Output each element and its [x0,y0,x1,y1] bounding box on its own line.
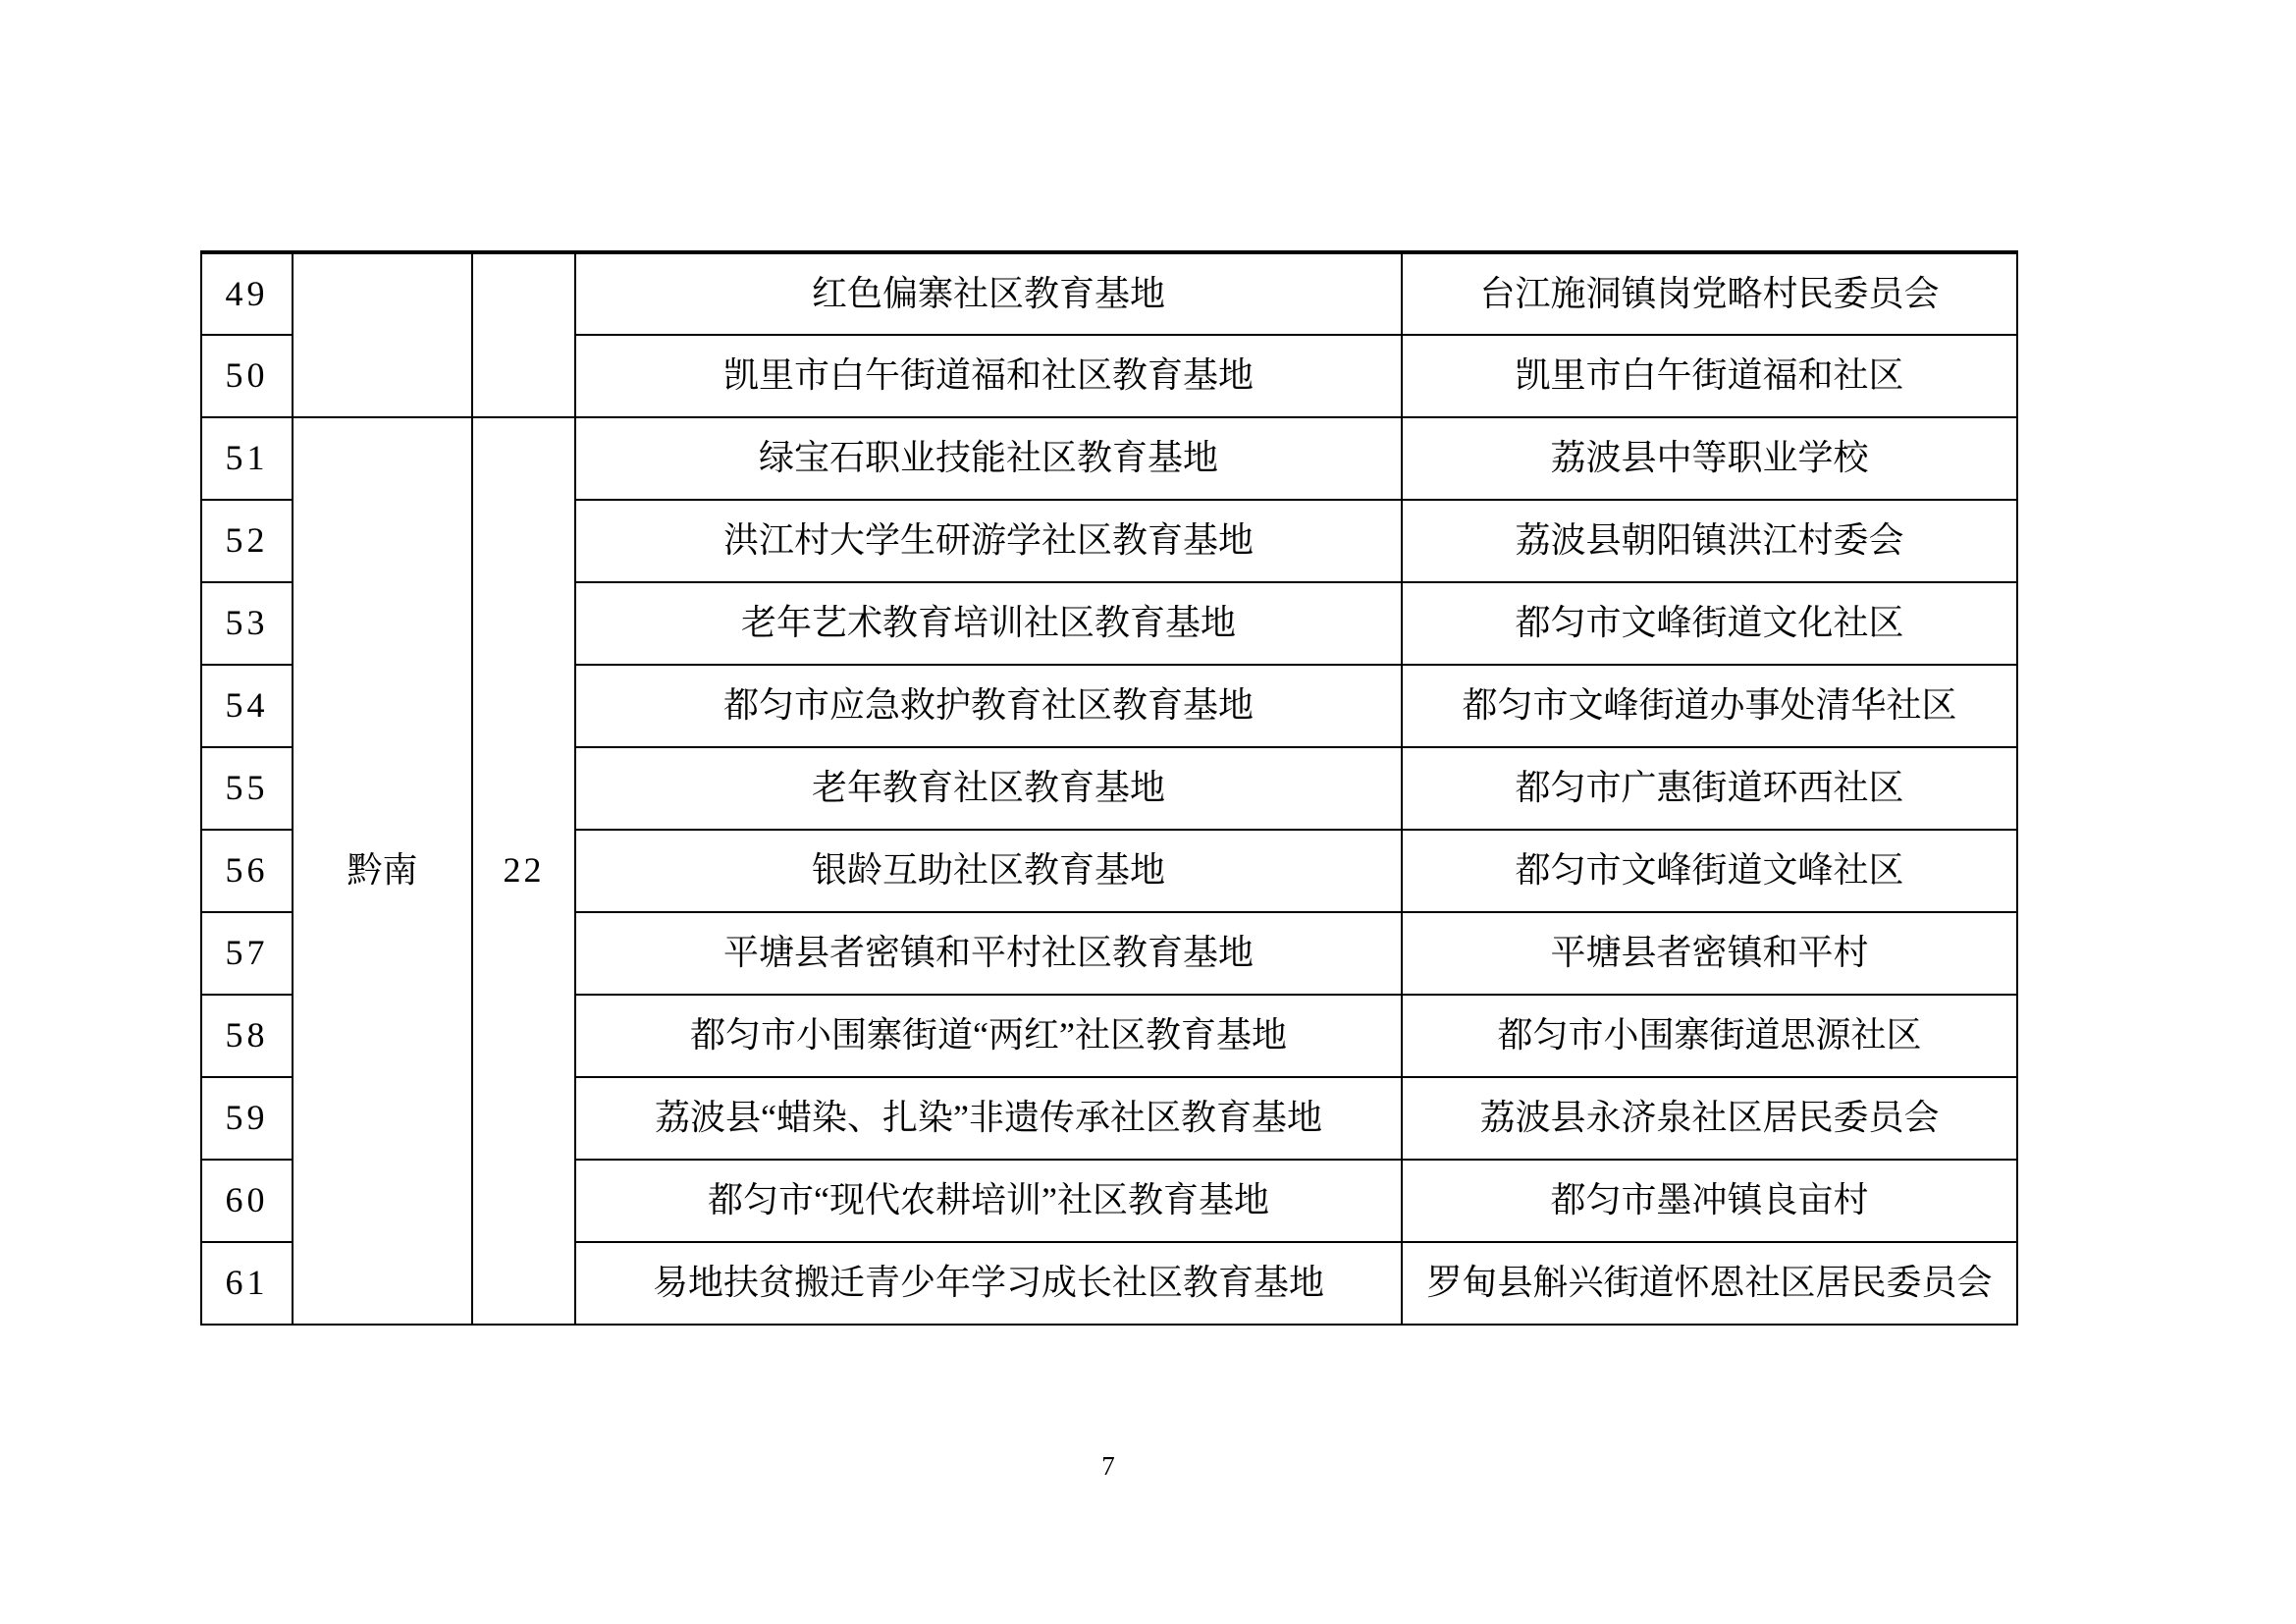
base-name-cell: 荔波县“蜡染、扎染”非遗传承社区教育基地 [575,1077,1402,1160]
row-number-cell: 55 [201,747,293,830]
region-cell: 黔南 [293,417,472,1325]
org-name-cell: 都匀市文峰街道办事处清华社区 [1402,665,2017,747]
count-cell-empty [472,252,575,417]
base-name-cell: 老年教育社区教育基地 [575,747,1402,830]
base-name-cell: 银龄互助社区教育基地 [575,830,1402,912]
org-name-cell: 荔波县朝阳镇洪江村委会 [1402,500,2017,582]
row-number-cell: 57 [201,912,293,995]
org-name-cell: 都匀市墨冲镇良亩村 [1402,1160,2017,1242]
base-name-cell: 都匀市应急救护教育社区教育基地 [575,665,1402,747]
row-number-cell: 61 [201,1242,293,1325]
org-name-cell: 都匀市小围寨街道思源社区 [1402,995,2017,1077]
org-name-cell: 都匀市文峰街道文峰社区 [1402,830,2017,912]
base-name-cell: 洪江村大学生研游学社区教育基地 [575,500,1402,582]
org-name-cell: 台江施洞镇岗党略村民委员会 [1402,252,2017,335]
row-number-cell: 56 [201,830,293,912]
community-education-base-table [200,250,2018,1326]
row-number-cell: 52 [201,500,293,582]
row-number-cell: 53 [201,582,293,665]
org-name-cell: 都匀市文峰街道文化社区 [1402,582,2017,665]
table-row [201,252,2017,335]
base-name-cell: 绿宝石职业技能社区教育基地 [575,417,1402,500]
base-name-cell: 都匀市小围寨街道“两红”社区教育基地 [575,995,1402,1077]
page-number: 7 [1101,1451,1115,1481]
row-number-cell: 50 [201,335,293,417]
org-name-cell: 罗甸县斛兴街道怀恩社区居民委员会 [1402,1242,2017,1325]
base-name-cell: 老年艺术教育培训社区教育基地 [575,582,1402,665]
org-name-cell: 都匀市广惠街道环西社区 [1402,747,2017,830]
org-name-cell: 凯里市白午街道福和社区 [1402,335,2017,417]
base-name-cell: 凯里市白午街道福和社区教育基地 [575,335,1402,417]
row-number-cell: 49 [201,252,293,335]
count-cell: 22 [472,417,575,1325]
base-name-cell: 都匀市“现代农耕培训”社区教育基地 [575,1160,1402,1242]
base-name-cell: 红色偏寨社区教育基地 [575,252,1402,335]
row-number-cell: 59 [201,1077,293,1160]
table-row [201,417,2017,500]
org-name-cell: 荔波县永济泉社区居民委员会 [1402,1077,2017,1160]
base-name-cell: 平塘县者密镇和平村社区教育基地 [575,912,1402,995]
row-number-cell: 51 [201,417,293,500]
org-name-cell: 平塘县者密镇和平村 [1402,912,2017,995]
base-name-cell: 易地扶贫搬迁青少年学习成长社区教育基地 [575,1242,1402,1325]
row-number-cell: 54 [201,665,293,747]
region-cell-empty [293,252,472,417]
row-number-cell: 58 [201,995,293,1077]
org-name-cell: 荔波县中等职业学校 [1402,417,2017,500]
row-number-cell: 60 [201,1160,293,1242]
